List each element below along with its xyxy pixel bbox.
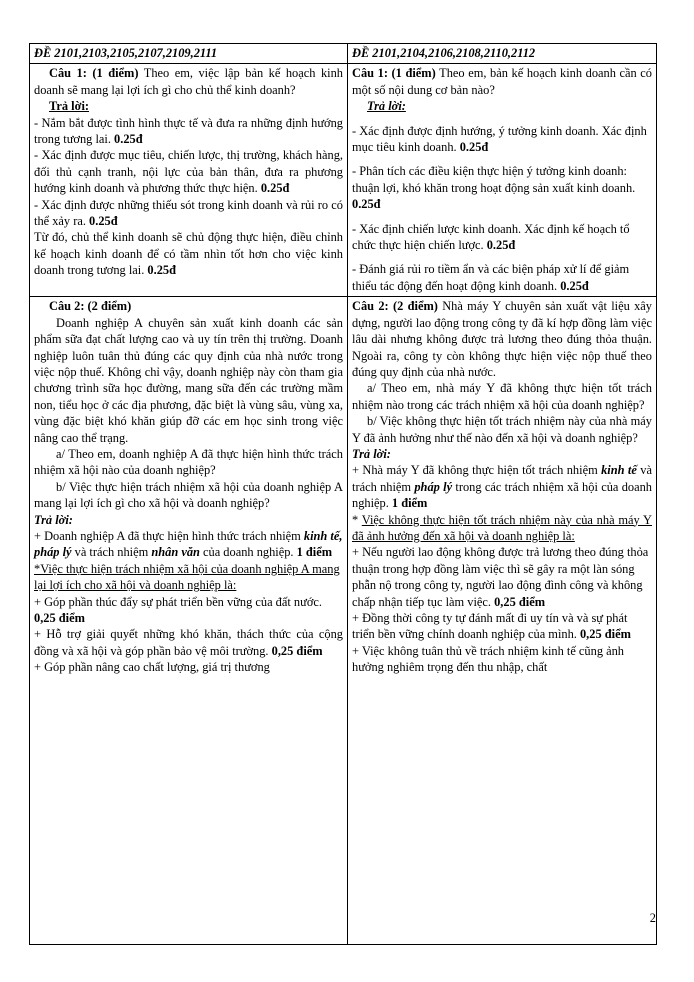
- q2-left-answer-label: Trả lời:: [34, 512, 73, 527]
- q2-left-b-point-2: + Hỗ trợ giải quyết những khó khăn, thách thức của cộng đồng và xã hội và góp phần bảo vệ môi trường. 0,25 điểm: [34, 627, 343, 658]
- answer-key-table: [29, 43, 657, 945]
- q2-left-title: Câu 2: (2 điểm): [49, 299, 132, 314]
- q2-left-b-point-1: + Góp phần thúc đẩy sự phát triển bền vững của đất nước. 0,25 điểm: [34, 594, 322, 625]
- q2-right-b-point-1: + Nếu người lao động không được trả lương theo đúng thỏa thuận trong hợp đồng làm việc thì sẽ gây ra một làn sóng phẫn nộ trong công ty, người lao động đình công và không chấp nhận tiếp tục làm việc. 0,25 điểm: [352, 545, 649, 609]
- q1-left-question: Câu 1: (1 điểm) Theo em, việc lập bản kế hoạch kinh doanh sẽ mang lại lợi ích gì cho chủ thể kinh doanh?: [34, 66, 343, 97]
- q2-left-b-heading: *Việc thực hiện trách nhiệm xã hội của doanh nghiệp A mang lại lợi ích cho xã hội và doanh nghiệp là:: [34, 561, 340, 593]
- header-left: ĐỀ 2101,2103,2105,2107,2109,2111: [30, 44, 348, 64]
- q2-right-title: Câu 2: (2 điểm): [352, 299, 438, 314]
- q2-right-b-heading: * Việc không thực hiện tốt trách nhiệm này của nhà máy Y đã ảnh hưởng đến xã hội và doanh nghiệp là:: [352, 512, 652, 543]
- q1-right-point-4: - Đánh giá rủi ro tiềm ẩn và các biện pháp xử lí để giảm thiểu tác động đến hoạt động kinh doanh. 0.25đ: [352, 262, 630, 293]
- q1-left-title: Câu 1: (1 điểm): [49, 66, 139, 81]
- q2-right-answer-a: + Nhà máy Y đã không thực hiện tốt trách nhiệm kinh tế và trách nhiệm pháp lý trong các trách nhiệm xã hội của doanh nghiệp. 1 điểm: [352, 463, 652, 511]
- q1-left-cell: [30, 64, 348, 297]
- q2-left-answer-a: + Doanh nghiệp A đã thực hiện hình thức trách nhiệm kinh tế, pháp lý và trách nhiệm nhân văn của doanh nghiệp. 1 điểm: [34, 528, 343, 560]
- q1-right-cell: [348, 64, 657, 297]
- q2-left-cell: [30, 297, 348, 945]
- q2-right-question-b: b/ Việc không thực hiện tốt trách nhiệm này của nhà máy Y đã ảnh hưởng như thế nào đến xã hội và doanh nghiệp?: [352, 414, 652, 445]
- q1-left-point-3: - Xác định được những thiếu sót trong kinh doanh và rủi ro có thể xảy ra. 0.25đ: [34, 197, 343, 229]
- q2-left-b-point-3: + Góp phần nâng cao chất lượng, giá trị thương: [34, 660, 270, 675]
- q1-left-point-2: - Xác định được mục tiêu, chiến lược, thị trường, khách hàng, đối thủ cạnh tranh, nội lực của bản thân, đưa ra phương hướng kinh doanh và phương thức thực hiện. 0.25đ: [34, 148, 343, 196]
- q1-left-point-1: - Nắm bắt được tình hình thực tế và đưa ra những định hướng trong tương lai. 0.25đ: [34, 115, 343, 147]
- q2-right-cell: [348, 297, 657, 945]
- page-number: 2: [649, 911, 656, 925]
- q1-right-point-2: - Phân tích các điều kiện thực hiện ý tưởng kinh doanh: thuận lợi, khó khăn trong hoạt động sản xuất kinh doanh. 0.25đ: [352, 164, 636, 212]
- q2-right-question-a: a/ Theo em, nhà máy Y đã không thực hiện tốt trách nhiệm nào trong các trách nhiệm xã hội của doanh nghiệp?: [352, 381, 652, 412]
- q1-left-answer-label: Trả lời:: [49, 99, 90, 114]
- q1-right-answer-label: Trả lời:: [367, 99, 406, 114]
- q2-right-b-point-3: + Việc không tuân thủ về trách nhiệm kinh tế cũng ảnh hưởng nghiêm trọng đến thu nhập, chất: [352, 643, 625, 675]
- q1-right-question: Câu 1: (1 điểm) Theo em, bản kế hoạch kinh doanh cần có một số nội dung cơ bản nào?: [352, 66, 652, 97]
- q2-left-question-a: a/ Theo em, doanh nghiệp A đã thực hiện hình thức trách nhiệm xã hội nào của doanh nghiệp?: [34, 446, 343, 478]
- q1-right-title: Câu 1: (1 điểm): [352, 66, 436, 81]
- q2-left-passage: Doanh nghiệp A chuyên sản xuất kinh doanh các sản phẩm sữa đạt chất lượng cao và uy tín trên thị trường. Doanh nghiệp luôn tuân thủ đúng các quy định của nhà nước trong việc nộp thuế. Không chỉ vậy, doanh nghiệp này còn tham gia chương trình sữa học đường, mang sữa đến các trường mầm non, tiểu học ở các địa phương, đặc biệt là vùng sâu, vùng xa, vùng đặc biệt khó khăn giúp đỡ các em học sinh trong việc nâng cao thể trạng.: [34, 315, 343, 445]
- q2-right-question: Câu 2: (2 điểm) Nhà máy Y chuyên sản xuất vật liệu xây dựng, người lao động trong công ty đã kí hợp đồng làm việc lâu dài nhưng không được trả lương theo đúng thỏa thuận. Ngoài ra, công ty còn không thực hiện việc nộp thuế theo đúng quy định của nhà nước.: [352, 299, 652, 379]
- q1-right-point-1: - Xác định được định hướng, ý tưởng kinh doanh. Xác định mục tiêu kinh doanh. 0.25đ: [352, 123, 647, 155]
- q2-left-question-b: b/ Việc thực hiện trách nhiệm xã hội của doanh nghiệp A mang lại lợi ích gì cho xã hội và doanh nghiệp?: [34, 479, 343, 511]
- q1-right-point-3: - Xác định chiến lược kinh doanh. Xác định kế hoạch tổ chức thực hiện chiến lược. 0.25đ: [352, 221, 630, 253]
- q1-left-point-4: Từ đó, chủ thể kinh doanh sẽ chủ động thực hiện, điều chỉnh kế hoạch kinh doanh để có tầm nhìn tốt hơn cho việc kinh doanh trong tương lai. 0.25đ: [34, 230, 343, 278]
- header-right: ĐỀ 2101,2104,2106,2108,2110,2112: [348, 44, 657, 64]
- q2-right-b-point-2: + Đồng thời công ty tự đánh mất đi uy tín và và sự phát triển bền vững chính doanh nghiệp của mình. 0,25 điểm: [352, 611, 631, 642]
- q2-right-answer-label: Trả lời:: [352, 446, 391, 461]
